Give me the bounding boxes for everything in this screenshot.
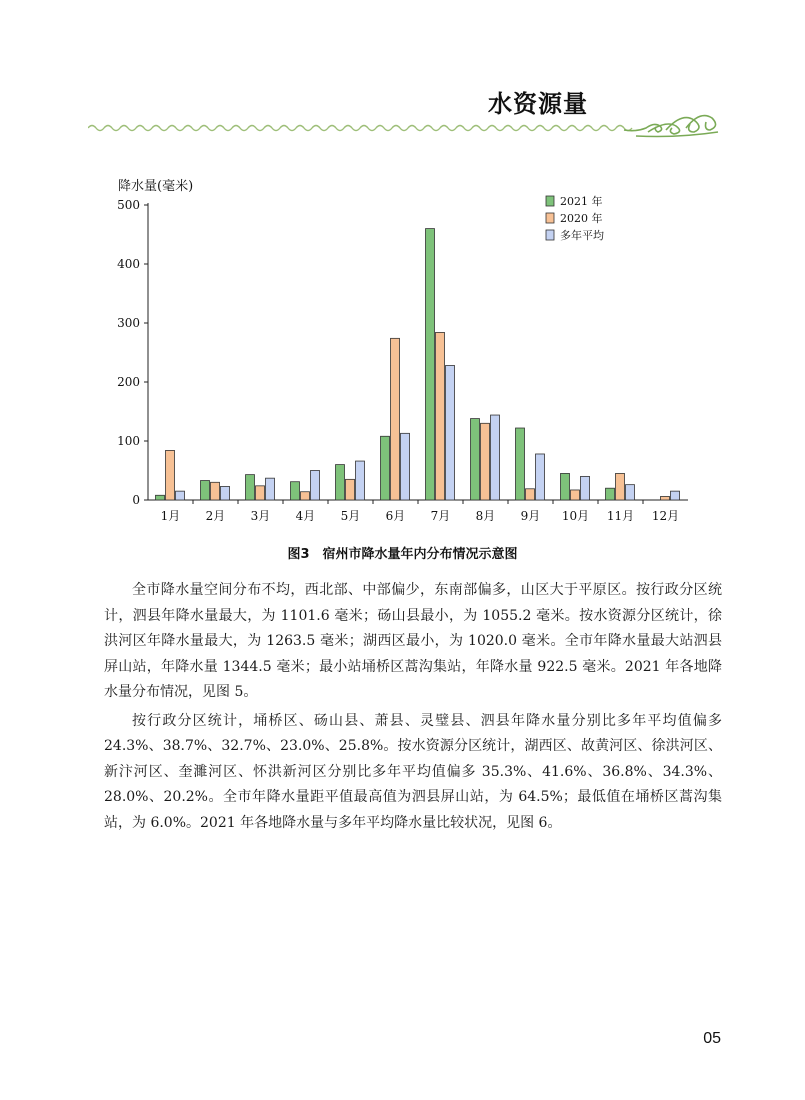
- x-tick-label: 7月: [430, 509, 451, 523]
- x-tick-label: 8月: [475, 509, 496, 523]
- bar-2-3: [256, 486, 265, 500]
- y-tick-label: 400: [117, 257, 140, 271]
- bar-3-6: [401, 433, 410, 500]
- y-tick-label: 300: [117, 316, 140, 330]
- chart-svg: [100, 170, 700, 530]
- bar-2-4: [301, 492, 310, 500]
- bar-3-5: [356, 461, 365, 500]
- x-tick-label: 12月: [651, 509, 680, 523]
- bar-3-11: [626, 485, 635, 500]
- x-tick-label: 1月: [160, 509, 181, 523]
- header-wave-rule: [88, 112, 728, 142]
- bar-1-3: [246, 475, 255, 500]
- paragraph-2: 按行政分区统计，埇桥区、砀山县、萧县、灵璧县、泗县年降水量分别比多年平均值偏多 24.3%、38.7%、32.7%、23.0%、25.8%。按水资源分区统计，湖西区、故黄河区、徐洪河区、新汴河区、奎濉河区、怀洪新河区分别比多年平均值偏多 35.3%、41.6%、36.8%、34.3%、28.0%、20.2%。全市年降水量距平值最高值为泗县屏山站，为 64.5%；最低值在埇桥区蒿沟集站，为 6.0%。2021 年各地降水量与多年平均降水量比较状况，见图 6。: [104, 712, 722, 831]
- paragraph-1: 全市降水量空间分布不均，西北部、中部偏少，东南部偏多，山区大于平原区。按行政分区统计，泗县年降水量最大，为 1101.6 毫米；砀山县最小，为 1055.2 毫米。按水资源分区统计，徐洪河区年降水量最大，为 1263.5 毫米；湖西区最小，为 1020.0 毫米。全市年降水量最大站泗县屏山站，年降水量 1344.5 毫米；最小站埇桥区蒿沟集站，年降水量 922.5 毫米。2021 年各地降水量分布情况，见图 5。: [104, 582, 722, 700]
- x-tick-label: 3月: [250, 509, 271, 523]
- x-tick-label: 4月: [295, 509, 316, 523]
- bar-3-3: [266, 478, 275, 500]
- section-title: 水资源量: [488, 90, 588, 118]
- legend-swatch-3: [546, 230, 554, 240]
- y-tick-label: 500: [117, 198, 140, 212]
- legend-swatch-2: [546, 213, 554, 223]
- bar-2-6: [391, 338, 400, 500]
- page-number: 05: [703, 1030, 721, 1047]
- legend-label-2: 2020 年: [560, 212, 603, 225]
- bar-3-7: [446, 365, 455, 500]
- bar-1-6: [381, 436, 390, 500]
- bar-2-2: [211, 482, 220, 500]
- bar-1-7: [426, 229, 435, 500]
- y-tick-label: 200: [117, 375, 140, 389]
- bar-3-12: [671, 491, 680, 500]
- legend-label-1: 2021 年: [560, 195, 603, 208]
- bar-2-5: [346, 479, 355, 500]
- figure-caption: 图3 宿州市降水量年内分布情况示意图: [287, 547, 518, 562]
- bar-1-1: [156, 495, 165, 500]
- bar-3-10: [581, 476, 590, 500]
- bar-2-9: [526, 489, 535, 500]
- bar-3-8: [491, 415, 500, 500]
- y-axis-label: 降水量(毫米): [118, 179, 194, 194]
- bar-3-2: [221, 486, 230, 500]
- bar-1-9: [516, 428, 525, 500]
- x-tick-label: 10月: [561, 509, 590, 523]
- bar-2-10: [571, 490, 580, 500]
- bar-2-11: [616, 473, 625, 500]
- bar-2-1: [166, 450, 175, 500]
- y-tick-label: 100: [117, 434, 140, 448]
- bar-1-10: [561, 473, 570, 500]
- bar-3-1: [176, 491, 185, 500]
- x-tick-label: 2月: [205, 509, 226, 523]
- bar-1-2: [201, 481, 210, 500]
- bar-1-4: [291, 482, 300, 500]
- x-tick-label: 9月: [520, 509, 541, 523]
- bar-2-7: [436, 332, 445, 500]
- legend-label-3: 多年平均: [560, 229, 604, 242]
- bar-3-9: [536, 454, 545, 500]
- bar-1-5: [336, 465, 345, 500]
- body-text: [104, 578, 722, 839]
- bar-2-12: [661, 496, 670, 500]
- y-tick-label: 0: [132, 493, 140, 507]
- x-tick-label: 6月: [385, 509, 406, 523]
- x-tick-label: 11月: [606, 509, 635, 523]
- legend-swatch-1: [546, 196, 554, 206]
- bar-1-8: [471, 419, 480, 500]
- bar-2-8: [481, 423, 490, 500]
- bar-3-4: [311, 471, 320, 501]
- x-tick-label: 5月: [340, 509, 361, 523]
- precipitation-chart: [100, 170, 700, 534]
- bar-1-11: [606, 488, 615, 500]
